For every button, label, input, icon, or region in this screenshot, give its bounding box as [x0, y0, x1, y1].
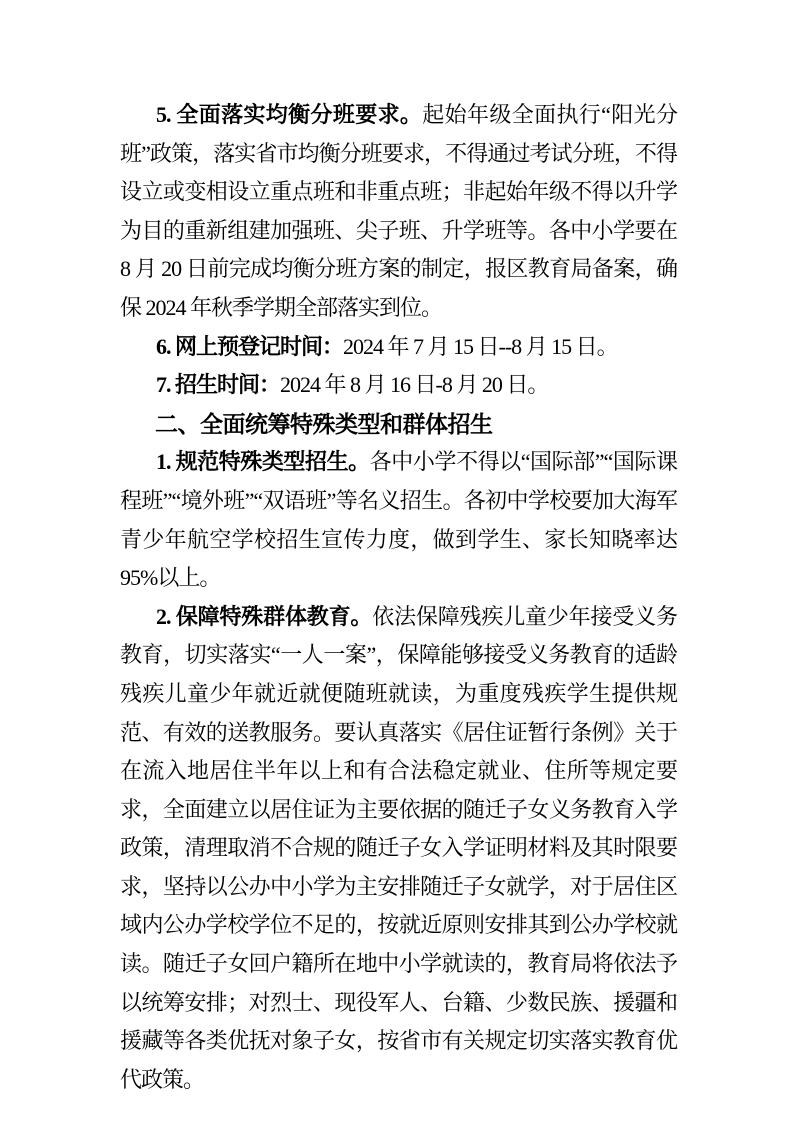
item-6-lead: 6. 网上预登记时间：: [156, 333, 344, 359]
item-2-paragraph: [120, 598, 677, 1100]
item-2-lead: 2. 保障特殊群体教育。: [156, 603, 373, 629]
text-column: [120, 96, 677, 1099]
item-7-lead: 7. 招生时间：: [156, 372, 281, 398]
item-7-body: 2024 年 8 月 16 日-8 月 20 日。: [280, 372, 549, 398]
item-7-paragraph: [120, 366, 677, 405]
item-5-body: 起始年级全面执行“阳光分班”政策，落实省市均衡分班要求，不得通过考试分班，不得设立或变相设立重点班和非重点班；非起始年级不得以升学为目的重新组建加强班、尖子班、升学班等。各中小学要在 8 月 20 日前完成均衡分班方案的制定，报区教育局备案，确保 2024 年秋季学期全部落实到位。: [120, 102, 677, 320]
item-1-body: 各中小学不得以“国际部”“国际课程班”“境外班”“双语班”等名义招生。各初中学校要加大海军青少年航空学校招生宣传力度，做到学生、家长知晓率达 95%以上。: [120, 449, 677, 591]
item-1-paragraph: [120, 443, 677, 597]
item-5-lead: 5. 全面落实均衡分班要求。: [156, 102, 423, 127]
item-6-body: 2024 年 7 月 15 日--8 月 15 日。: [343, 333, 618, 359]
section-2-heading: 二、全面统筹特殊类型和群体招生: [155, 410, 493, 437]
item-5-paragraph: [120, 96, 677, 328]
item-2-body: 依法保障残疾儿童少年接受义务教育，切实落实“一人一案”，保障能够接受义务教育的适龄残疾儿童少年就近就便随班就读，为重度残疾学生提供规范、有效的送教服务。要认真落实《居住证暂行条例》关于在流入地居住半年以上和有合法稳定就业、住所等规定要求，全面建立以居住证为主要依据的随迁子女义务教育入学政策，清理取消不合规的随迁子女入学证明材料及其时限要求，坚持以公办中小学为主安排随迁子女就学，对于居住区域内公办学校学位不足的，按就近原则安排其到公办学校就读。随迁子女回户籍所在地中小学就读的，教育局将依法予以统筹安排；对烈士、现役军人、台籍、少数民族、援疆和援藏等各类优抚对象子女，按省市有关规定切实落实教育优代政策。: [120, 603, 677, 1092]
item-6-paragraph: [120, 328, 677, 367]
item-1-lead: 1. 规范特殊类型招生。: [156, 449, 370, 475]
